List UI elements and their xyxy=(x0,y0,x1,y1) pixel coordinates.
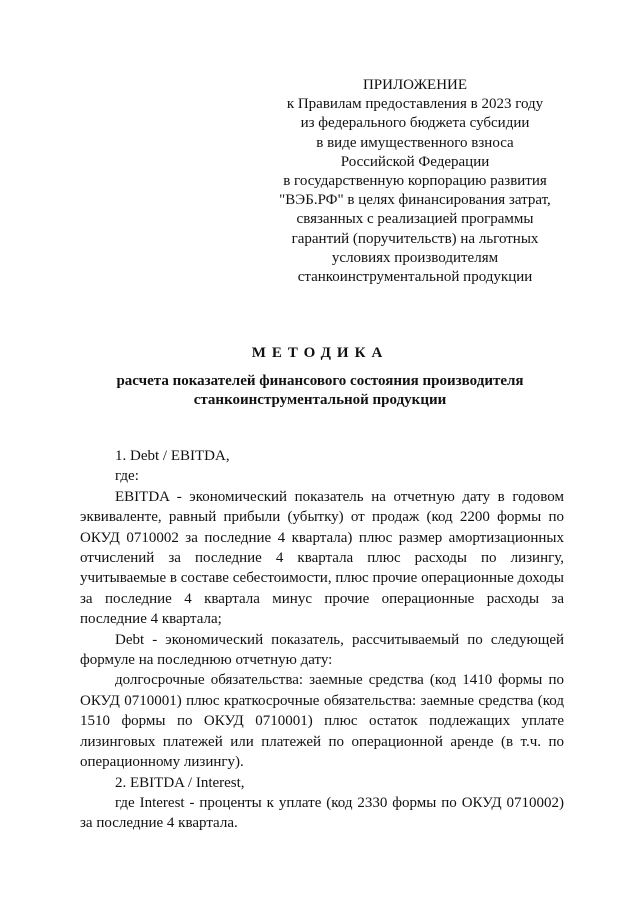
where-label: где: xyxy=(115,468,139,485)
appendix-line: к Правилам предоставления в 2023 году xyxy=(286,96,544,113)
appendix-line: связанных с реализацией программы xyxy=(296,211,534,228)
formula-1: 1. Debt / EBITDA, xyxy=(115,448,230,464)
interest-definition: где Interest - проценты к уплате (код 2330 формы по ОКУД 0710002) за последние 4 квартала. xyxy=(80,794,564,832)
appendix-line: из федерального бюджета субсидии xyxy=(300,115,530,132)
ebitda-definition: EBITDA - экономический показатель на отчетную дату в годовом эквиваленте, равный прибыли (убытку) от продаж (код 2200 формы по ОКУД 0710002 за последние 4 квартала) плюс размер амортизационных отчислений за последние 4 квартала плюс расходы по лизингу, учитываемые в составе себестоимости, плюс прочие операционные доходы за последние 4 квартала минус прочие операционные расходы за последние 4 квартала; xyxy=(80,488,564,628)
appendix-line: станкоинструментальной продукции xyxy=(297,269,533,286)
document-body xyxy=(80,446,564,834)
appendix-line: в государственную корпорацию развития xyxy=(283,173,547,190)
subtitle-line: станкоинструментальной продукции xyxy=(193,392,447,408)
document-title: МЕТОДИКА xyxy=(251,345,389,361)
appendix-line: Российской Федерации xyxy=(340,153,490,170)
appendix-block xyxy=(270,76,560,287)
debt-definition: Debt - экономический показатель, рассчитываемый по следующей формуле на последнюю отчетную дату: xyxy=(80,631,564,669)
formula-2: 2. EBITDA / Interest, xyxy=(115,774,245,791)
appendix-heading: ПРИЛОЖЕНИЕ xyxy=(362,77,468,93)
appendix-line: гарантий (поручительств) на льготных xyxy=(291,230,539,247)
appendix-line: в виде имущественного взноса xyxy=(316,134,514,151)
subtitle-line: расчета показателей финансового состояния производителя xyxy=(116,373,524,389)
document-subtitle xyxy=(70,372,570,410)
appendix-line: условиях производителям xyxy=(331,249,499,266)
debt-formula: долгосрочные обязательства: заемные средства (код 1410 формы по ОКУД 0710001) плюс краткосрочные обязательства: заемные средства (код 1510 формы по ОКУД 0710001) плюс остаток подлежащих уплате лизинговых платежей или платежей по операционной аренде (в т.ч. по операционному лизингу). xyxy=(80,672,564,771)
appendix-line: "ВЭБ.РФ" в целях финансирования затрат, xyxy=(279,192,551,209)
